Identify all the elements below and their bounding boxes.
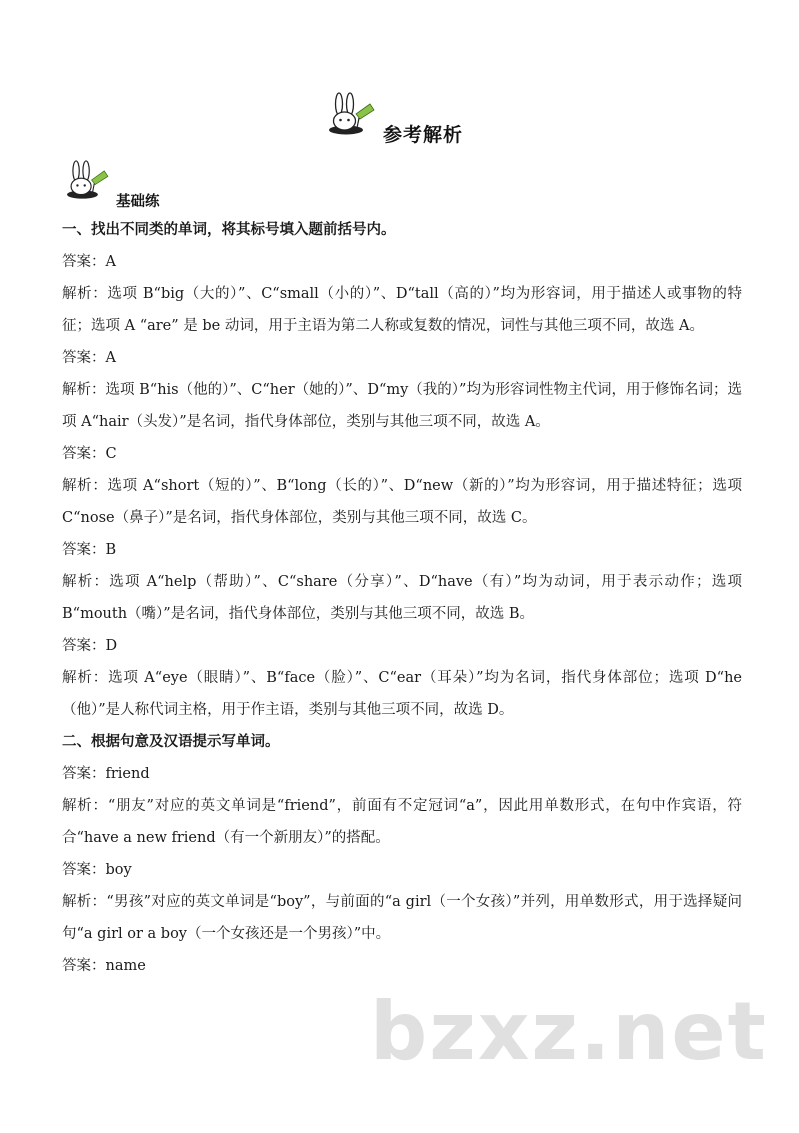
document-body — [62, 214, 742, 982]
answer-line: 答案：B — [62, 542, 117, 558]
subtitle-row — [62, 160, 362, 208]
analysis-paragraph: 解析：选项 A“help（帮助）”、C“share（分享）”、D“have（有）”均为动词，用于表示动作；选项 B“mouth（嘴）”是名词，指代身体部位，类别与其他三项不同，故选 B。 — [62, 574, 742, 622]
analysis-paragraph: 解析：选项 B“big（大的）”、C“small（小的）”、D“tall（高的）”均为形容词，用于描述人或事物的特征；选项 A “are” 是 be 动词，用于主语为第二人称或复数的情况，词性与其他三项不同，故选 A。 — [62, 286, 742, 334]
answer-line: 答案：A — [62, 350, 116, 366]
section-heading: 一、找出不同类的单词，将其标号填入题前括号内。 — [62, 222, 396, 238]
analysis-paragraph: 解析：选项 B“his（他的）”、C“her（她的）”、D“my（我的）”均为形容词性物主代词，用于修饰名词；选项 A“hair（头发）”是名词，指代身体部位，类别与其他三项不同，故选 A。 — [62, 382, 742, 430]
answer-line: 答案：D — [62, 638, 118, 654]
page-title: 参考解析 — [383, 124, 464, 146]
analysis-paragraph: 解析：选项 A“short（短的）”、B“long（长的）”、D“new（新的）”均为形容词，用于描述特征；选项 C“nose（鼻子）”是名词，指代身体部位，类别与其他三项不同，故选 C。 — [62, 478, 742, 526]
bunny-icon — [62, 160, 112, 200]
analysis-paragraph: 解析：“男孩”对应的英文单词是“boy”，与前面的“a girl（一个女孩）”并列，用单数形式，用于选择疑问句“a girl or a boy（一个女孩还是一个男孩）”中。 — [62, 894, 742, 942]
analysis-paragraph: 解析：选项 A“eye（眼睛）”、B“face（脸）”、C“ear（耳朵）”均为名词，指代身体部位；选项 D“he（他）”是人称代词主格，用于作主语，类别与其他三项不同，故选 D。 — [62, 670, 742, 718]
watermark: bzxz.net — [370, 985, 768, 1078]
section-heading: 二、根据句意及汉语提示写单词。 — [62, 734, 280, 750]
section-subtitle: 基础练 — [116, 194, 160, 210]
answer-line: 答案：C — [62, 446, 117, 462]
answer-line: 答案：name — [62, 958, 146, 974]
bunny-icon — [326, 92, 376, 136]
answer-line: 答案：A — [62, 254, 116, 270]
title-row — [0, 92, 800, 146]
answer-line: 答案：boy — [62, 862, 132, 878]
analysis-paragraph: 解析：“朋友”对应的英文单词是“friend”，前面有不定冠词“a”，因此用单数形式，在句中作宾语，符合“have a new friend（有一个新朋友）”的搭配。 — [62, 798, 742, 846]
answer-line: 答案：friend — [62, 766, 150, 782]
